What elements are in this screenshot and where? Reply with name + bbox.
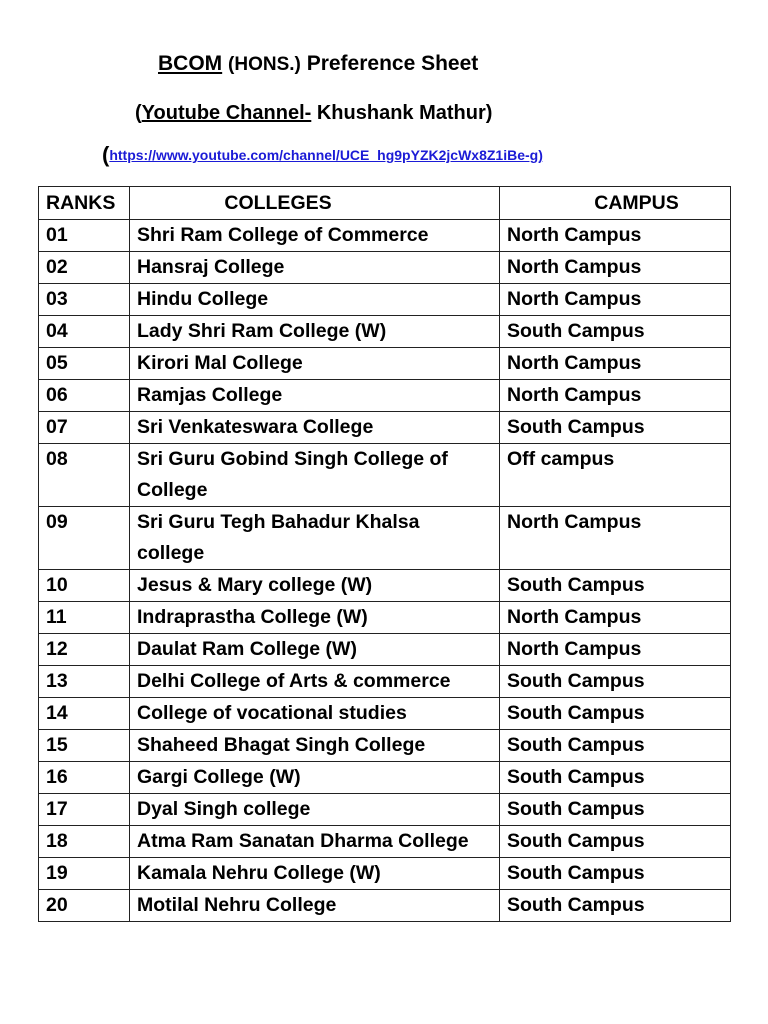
table-header-row	[39, 187, 731, 220]
college-cell: Sri Venkateswara College	[130, 412, 500, 444]
campus-cell: South Campus	[500, 762, 731, 794]
rank-cell: 11	[39, 602, 130, 634]
table-row	[39, 220, 731, 252]
channel-url-link[interactable]: https://www.youtube.com/channel/UCE_hg9pYZK2jcWx8Z1iBe-g	[109, 147, 539, 163]
college-cell: Gargi College (W)	[130, 762, 500, 794]
rank-cell: 15	[39, 730, 130, 762]
college-cell: Kirori Mal College	[130, 348, 500, 380]
title-main: BCOM	[158, 52, 223, 75]
rank-cell: 01	[39, 220, 130, 252]
table-row	[39, 666, 731, 698]
rank-cell: 04	[39, 316, 130, 348]
campus-cell: North Campus	[500, 602, 731, 634]
channel-open-paren: (	[135, 102, 142, 124]
table-row	[39, 444, 731, 507]
campus-cell: South Campus	[500, 412, 731, 444]
campus-cell: South Campus	[500, 858, 731, 890]
channel-label: Youtube Channel-	[141, 102, 312, 124]
rank-cell: 18	[39, 826, 130, 858]
college-cell: Hansraj College	[130, 252, 500, 284]
campus-cell: North Campus	[500, 284, 731, 316]
college-cell: College of vocational studies	[130, 698, 500, 730]
campus-cell: North Campus	[500, 220, 731, 252]
campus-cell: North Campus	[500, 380, 731, 412]
table-row	[39, 602, 731, 634]
college-cell: Shri Ram College of Commerce	[130, 220, 500, 252]
rank-cell: 06	[39, 380, 130, 412]
title-hons: (HONS.)	[228, 54, 301, 75]
college-cell: Sri Guru Tegh Bahadur Khalsa college	[130, 507, 500, 570]
table-row	[39, 252, 731, 284]
campus-cell: South Campus	[500, 666, 731, 698]
campus-cell: South Campus	[500, 698, 731, 730]
rank-cell: 14	[39, 698, 130, 730]
table-row	[39, 698, 731, 730]
link-open-paren: (	[102, 142, 110, 167]
rank-cell: 17	[39, 794, 130, 826]
campus-cell: South Campus	[500, 570, 731, 602]
college-cell: Lady Shri Ram College (W)	[130, 316, 500, 348]
rank-cell: 13	[39, 666, 130, 698]
table-row	[39, 858, 731, 890]
rank-cell: 03	[39, 284, 130, 316]
table-row	[39, 380, 731, 412]
college-cell: Jesus & Mary college (W)	[130, 570, 500, 602]
table-row	[39, 570, 731, 602]
campus-cell: South Campus	[500, 826, 731, 858]
table-row	[39, 762, 731, 794]
header-colleges: COLLEGES	[130, 187, 500, 220]
college-cell: Shaheed Bhagat Singh College	[130, 730, 500, 762]
campus-cell: North Campus	[500, 634, 731, 666]
college-cell: Daulat Ram College (W)	[130, 634, 500, 666]
table-row	[39, 730, 731, 762]
rank-cell: 09	[39, 507, 130, 570]
college-cell: Indraprastha College (W)	[130, 602, 500, 634]
table-row	[39, 634, 731, 666]
campus-cell: South Campus	[500, 316, 731, 348]
header-campus: CAMPUS	[500, 187, 731, 220]
table-row	[39, 890, 731, 922]
college-cell: Atma Ram Sanatan Dharma College	[130, 826, 500, 858]
rank-cell: 20	[39, 890, 130, 922]
table-row	[39, 348, 731, 380]
preference-table	[38, 186, 731, 922]
college-cell: Motilal Nehru College	[130, 890, 500, 922]
rank-cell: 16	[39, 762, 130, 794]
college-cell: Delhi College of Arts & commerce	[130, 666, 500, 698]
table-row	[39, 507, 731, 570]
channel-name: Khushank Mathur)	[316, 102, 493, 124]
college-cell: Hindu College	[130, 284, 500, 316]
header-ranks: RANKS	[39, 187, 130, 220]
rank-cell: 07	[39, 412, 130, 444]
campus-cell: North Campus	[500, 348, 731, 380]
campus-cell: North Campus	[500, 252, 731, 284]
rank-cell: 19	[39, 858, 130, 890]
table-row	[39, 794, 731, 826]
table-row	[39, 412, 731, 444]
title-rest: Preference Sheet	[306, 52, 479, 75]
campus-cell: South Campus	[500, 730, 731, 762]
campus-cell: South Campus	[500, 794, 731, 826]
rank-cell: 08	[39, 444, 130, 507]
channel-line	[135, 102, 492, 125]
rank-cell: 05	[39, 348, 130, 380]
rank-cell: 10	[39, 570, 130, 602]
campus-cell: Off campus	[500, 444, 731, 507]
college-cell: Kamala Nehru College (W)	[130, 858, 500, 890]
link-close-paren: )	[538, 147, 543, 163]
campus-cell: North Campus	[500, 507, 731, 570]
channel-link-line	[102, 142, 543, 168]
table-row	[39, 826, 731, 858]
campus-cell: South Campus	[500, 890, 731, 922]
rank-cell: 12	[39, 634, 130, 666]
rank-cell: 02	[39, 252, 130, 284]
college-cell: Ramjas College	[130, 380, 500, 412]
table-row	[39, 284, 731, 316]
table-row	[39, 316, 731, 348]
college-cell: Dyal Singh college	[130, 794, 500, 826]
page-title	[158, 52, 478, 76]
college-cell: Sri Guru Gobind Singh College of College	[130, 444, 500, 507]
